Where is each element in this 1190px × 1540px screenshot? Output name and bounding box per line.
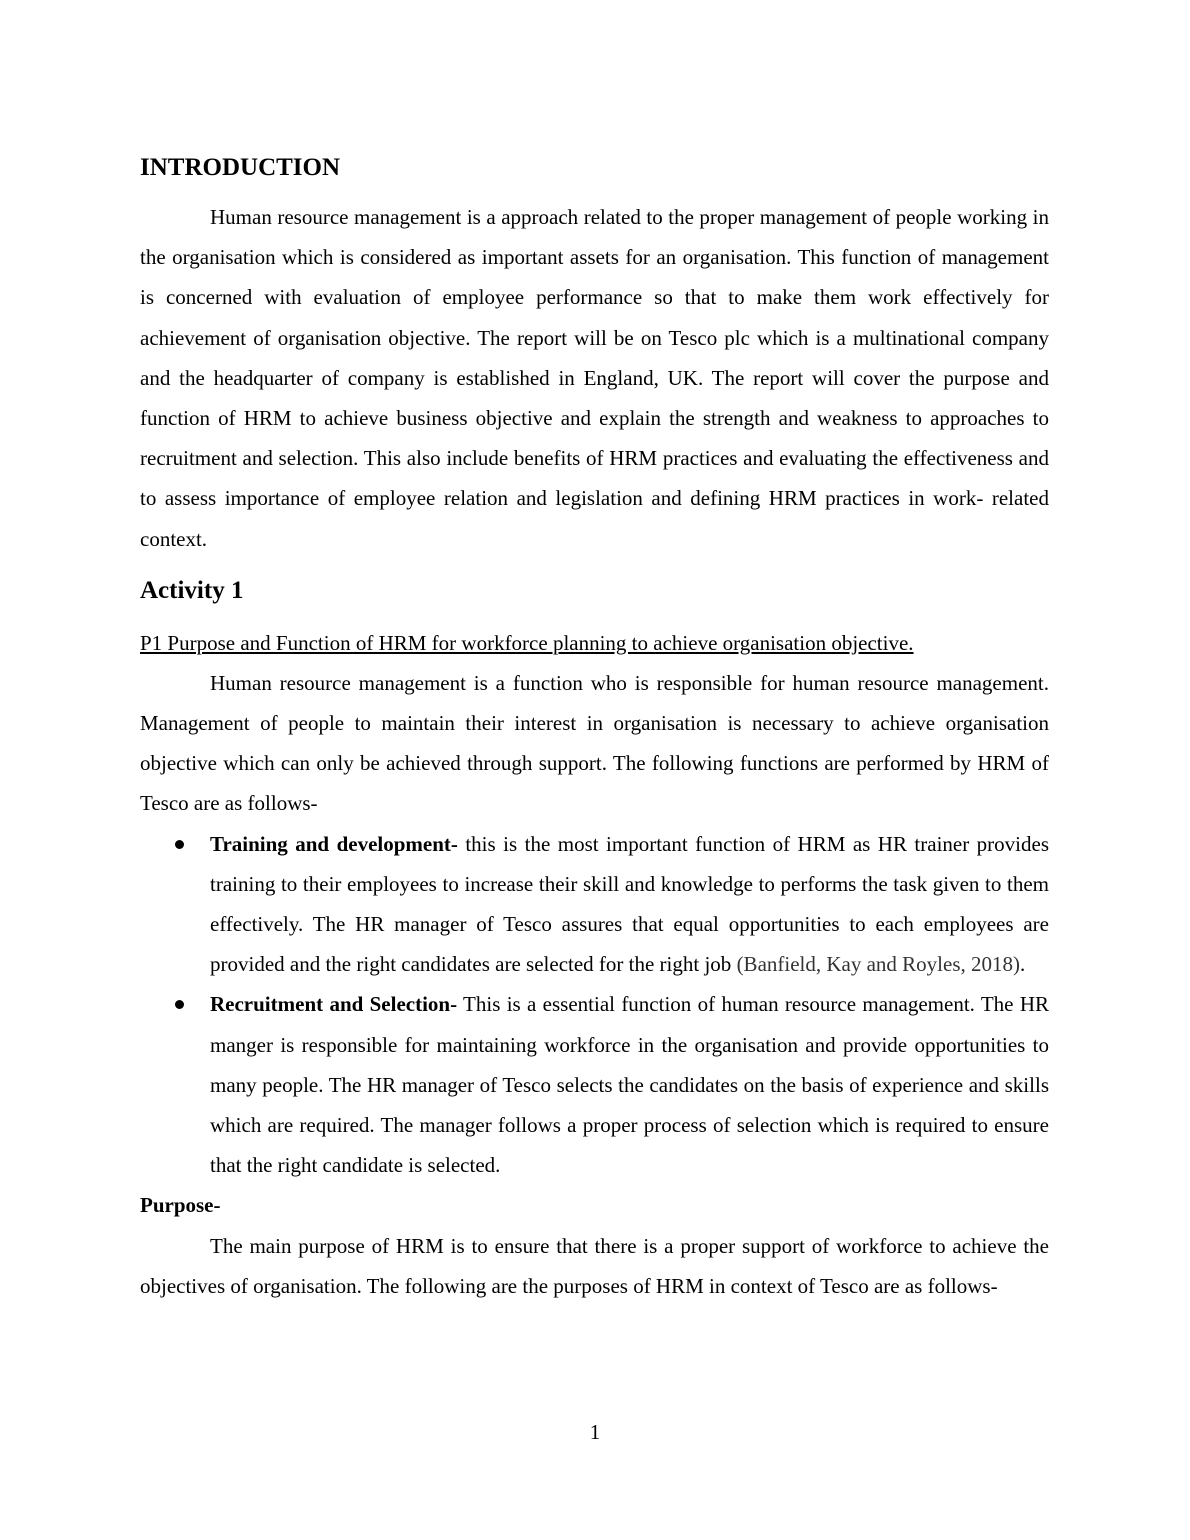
activity-heading: Activity 1 (140, 576, 244, 604)
bullet-icon (175, 1000, 184, 1009)
functions-list (140, 824, 1049, 1186)
bullet-tail: . (1020, 952, 1026, 977)
p1-paragraph: Human resource management is a function who is responsible for human resource management. Management of people to maintain their interest in organisation is necessary to achieve organisation objective which can only be achieved through support. The following functions are performed by HRM of Tesco are as follows- (140, 670, 1049, 816)
purpose-label: Purpose- (140, 1193, 221, 1218)
bullet-icon (175, 840, 184, 849)
citation: (Banfield, Kay and Royles, 2018) (736, 952, 1021, 977)
bullet-title: Training and development- (210, 831, 458, 856)
purpose-paragraph: The main purpose of HRM is to ensure that there is a proper support of workforce to achieve the objectives of organisation. The following are the purposes of HRM in context of Tesco are as follows- (140, 1233, 1049, 1298)
p1-subheading: P1 Purpose and Function of HRM for workforce planning to achieve organisation objective. (140, 630, 914, 655)
list-item-training (140, 824, 1049, 985)
intro-paragraph: Human resource management is a approach related to the proper management of people working in the organisation which is considered as important assets for an organisation. This function of management is concerned with evaluation of employee performance so that to make them work effectively for achievement of organisation objective. The report will be on Tesco plc which is a multinational company and the headquarter of company is established in England, UK. The report will cover the purpose and function of HRM to achieve business objective and explain the strength and weakness to approaches to recruitment and selection. This also include benefits of HRM practices and evaluating the effectiveness and to assess importance of employee relation and legislation and defining HRM practices in work- related context. (140, 205, 1049, 551)
page-content (140, 150, 1049, 1306)
bullet-text: this is the most important function of HRM as HR trainer provides training to their employees to increase their skill and knowledge to performs the task given to them effectively. The HR manager of Tesco assures that equal opportunities to each employees are provided and the right candidates are selected for the right job (210, 831, 1049, 977)
list-item-recruitment (140, 984, 1049, 1185)
intro-heading: INTRODUCTION (140, 154, 341, 181)
bullet-text: This is a essential function of human resource management. The HR manger is responsible for maintaining workforce in the organisation and provide opportunities to many people. The HR manager of Tesco selects the candidates on the basis of experience and skills which are required. The manager follows a proper process of selection which is required to ensure that the right candidate is selected. (210, 992, 1049, 1178)
page-number: 1 (589, 1420, 601, 1444)
bullet-title: Recruitment and Selection- (210, 992, 458, 1017)
